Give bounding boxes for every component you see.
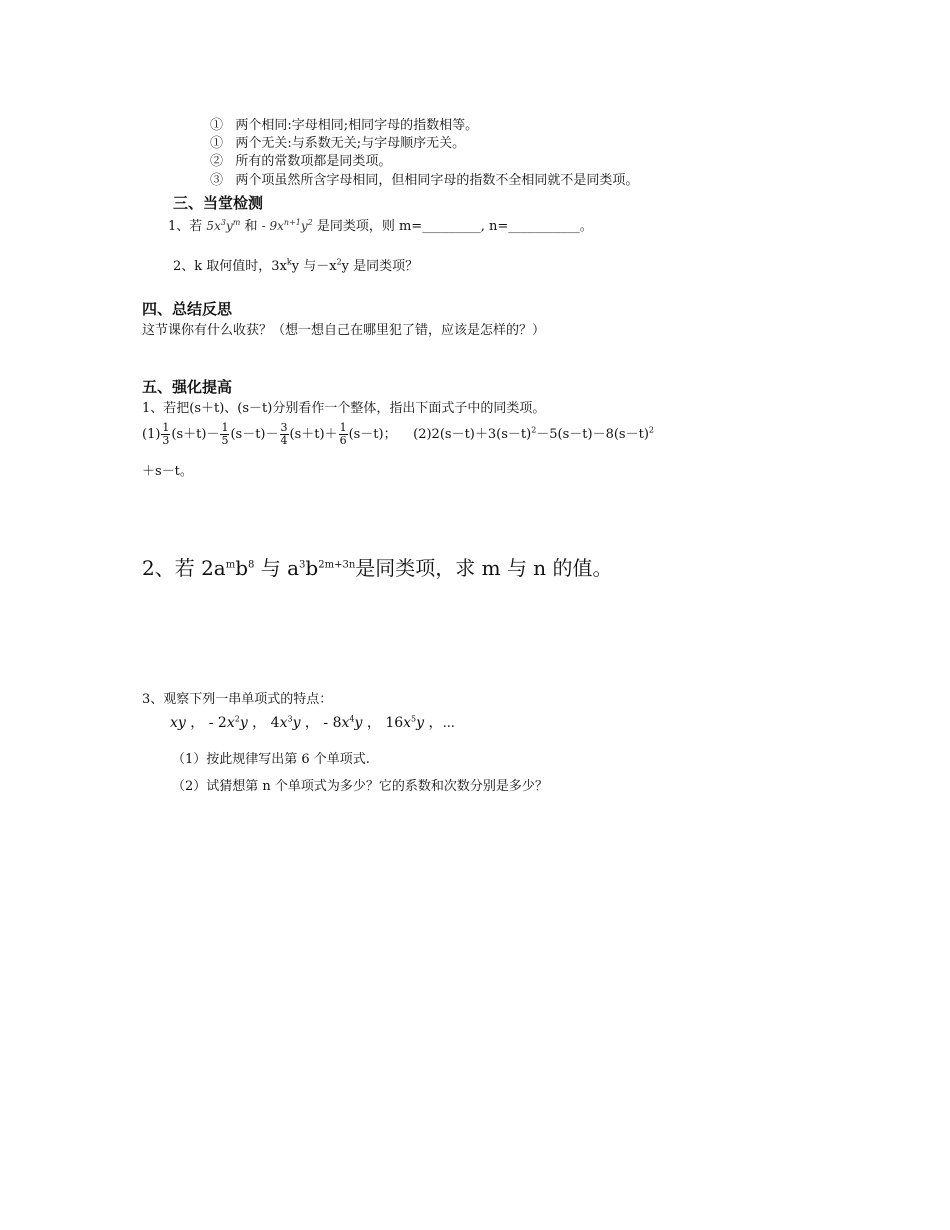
improve-question-2: 2、若 $2a^mb^8$ 与 $a^3b^{2m+3n}$是同类项，求 m 与 n 的值。	[142, 556, 613, 580]
rule-text: 两个无关:与系数无关;与字母顺序无关。	[235, 136, 466, 151]
sub-question-2: （2）试猜想第 n 个单项式为多少？它的系数和次数分别是多少？	[172, 779, 548, 794]
monomial-series: xy ， - $2x^2y$ ， $4x^3y$ ， - $8x^4y$ ， $16x^5y$ ，⋯	[170, 714, 456, 731]
expression-continuation: ＋s－t。	[142, 464, 193, 479]
rule-text: 所有的常数项都是同类项。	[235, 154, 392, 169]
reflect-text: 这节课你有什么收获？（想一想自己在哪里犯了错，应该是怎样的？）	[142, 323, 546, 338]
term-5x3ym: $5x^3y^m$	[206, 218, 241, 233]
sub-question-1: （1）按此规律写出第 6 个单项式.	[172, 752, 370, 767]
check-question-1: 1、若 $5x^3y^m$ 和 - $9x^{n+1}y^2$ 是同类项，则 m=_________, n=___________。	[168, 218, 593, 234]
rule-marker: ①	[210, 136, 224, 151]
section-title-reflect: 四、总结反思	[142, 300, 233, 318]
rule-item	[210, 169, 638, 188]
q-number: 1、若	[168, 219, 203, 234]
term-9xy2: - $9x^{n+1}y^2$	[261, 218, 313, 233]
section-title-check: 三、当堂检测	[173, 194, 264, 212]
check-question-2: 2、k 取何值时，$3x^ky$ 与$-x^2y$ 是同类项？	[173, 257, 419, 274]
rule-item	[210, 132, 465, 151]
rule-item	[210, 150, 391, 169]
improve-question-3: 3、观察下列一串单项式的特点：	[142, 692, 333, 707]
rule-item	[210, 114, 478, 133]
expression-line: (1) $\frac{1}{3}$ (s＋t)－ $\frac{1}{5}$ (s－t)－ $\frac{3}{4}$ (s＋t)＋ $\frac{1}{6}$ (s－t)； $(2)2(s-t)+3(s-t)^2-5(s-t)-8(s-t)^2$	[142, 421, 654, 447]
rule-text: 两个项虽然所含字母相同，但相同字母的指数不全相同就不是同类项。	[235, 173, 639, 188]
improve-question-1: 1、若把(s＋t)、(s－t)分别看作一个整体，指出下面式子中的同类项。	[142, 401, 546, 416]
rule-marker: ①	[210, 118, 224, 133]
rule-text: 两个相同:字母相同;相同字母的指数相等。	[235, 118, 479, 133]
blanks-text: 是同类项，则 m=_________, n=___________。	[312, 219, 593, 234]
rule-marker: ②	[210, 154, 224, 169]
section-title-improve: 五、强化提高	[142, 378, 233, 396]
rule-marker: ③	[210, 173, 224, 188]
